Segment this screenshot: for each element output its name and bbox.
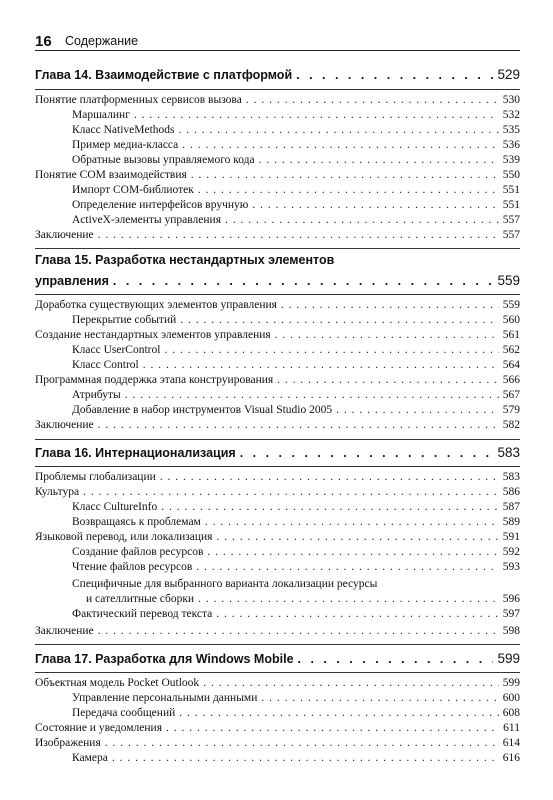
entry-page: 567 (502, 389, 520, 401)
dot-leader (161, 500, 498, 515)
toc-entry[interactable] (35, 108, 520, 123)
dot-leader (113, 272, 494, 290)
dot-leader (216, 607, 498, 622)
entry-page: 551 (502, 199, 520, 211)
entry-page: 561 (502, 329, 520, 341)
toc-entry[interactable] (35, 388, 520, 403)
dot-leader (298, 650, 494, 668)
chapter-title-line[interactable]: Глава 15. Разработка нестандартных элементов (35, 253, 335, 267)
entry-page: 557 (502, 214, 520, 226)
toc-entry[interactable] (35, 736, 520, 751)
chapter-page: 583 (497, 445, 520, 460)
page-header (35, 33, 520, 51)
dot-leader (261, 691, 498, 706)
entry-title: Понятие платформенных сервисов вызова (35, 94, 242, 106)
dot-leader (182, 138, 498, 153)
dot-leader (277, 373, 499, 388)
dot-leader (180, 313, 498, 328)
toc-entry[interactable] (35, 530, 520, 545)
entry-title: Класс CultureInfo (72, 501, 158, 513)
running-title: Содержание (65, 34, 139, 48)
dot-leader (143, 358, 499, 373)
dot-leader (164, 343, 498, 358)
entry-title: Фактический перевод текста (72, 608, 213, 620)
toc-entry[interactable] (35, 751, 520, 766)
entry-title: Заключение (35, 229, 94, 241)
chapter-separator (35, 466, 520, 467)
dot-leader (198, 592, 499, 607)
toc-entry[interactable] (35, 138, 520, 153)
chapter-title: Глава 14. Взаимодействие с платформой (35, 68, 293, 82)
toc-entry[interactable] (35, 721, 520, 736)
entry-title: Создание файлов ресурсов (72, 546, 204, 558)
toc-entry[interactable] (35, 343, 520, 358)
dot-leader (196, 560, 498, 575)
entry-title: Заключение (35, 419, 94, 431)
dot-leader (240, 444, 494, 462)
entry-page: 562 (502, 344, 520, 356)
dot-leader (160, 470, 499, 485)
chapter-heading[interactable] (35, 444, 520, 462)
toc-entry[interactable] (35, 706, 520, 721)
toc-entry[interactable] (35, 298, 520, 313)
toc-entry[interactable] (35, 418, 520, 433)
chapter-page: 559 (497, 273, 520, 288)
dot-leader (198, 183, 499, 198)
entry-title: Создание нестандартных элементов управления (35, 329, 271, 341)
chapter-separator (35, 644, 520, 645)
toc-entry[interactable] (35, 168, 520, 183)
toc-entry[interactable] (35, 607, 520, 622)
entry-title: Добавление в набор инструментов Visual Studio 2005 (72, 404, 333, 416)
chapter-heading[interactable] (35, 272, 520, 290)
entry-page: 616 (502, 752, 520, 764)
page-number: 16 (35, 33, 52, 50)
entry-page: 600 (502, 692, 520, 704)
toc-entry[interactable] (35, 485, 520, 500)
entry-page: 560 (502, 314, 520, 326)
dot-leader (216, 530, 498, 545)
toc-entry[interactable] (35, 403, 520, 418)
entry-title: Управление персональными данными (72, 692, 258, 704)
chapter-separator (35, 439, 520, 440)
entry-title: Чтение файлов ресурсов (72, 561, 193, 573)
entry-title: Импорт COM-библиотек (72, 184, 194, 196)
entry-page: 530 (502, 94, 520, 106)
entry-page: 557 (502, 229, 520, 241)
toc-entry[interactable] (35, 560, 520, 575)
header-rule (35, 50, 520, 51)
entry-title: и сателлитные сборки (86, 593, 195, 605)
dot-leader (98, 228, 499, 243)
toc-entry[interactable] (35, 691, 520, 706)
dot-leader (125, 388, 499, 403)
toc-entry[interactable] (35, 515, 520, 530)
chapter-separator (35, 672, 520, 673)
toc-entry[interactable] (35, 592, 520, 607)
dot-leader (275, 328, 499, 343)
entry-title: Определение интерфейсов вручную (72, 199, 249, 211)
toc-entry[interactable] (35, 93, 520, 108)
chapter-page: 529 (497, 67, 520, 82)
entry-page: 589 (502, 516, 520, 528)
entry-title: Маршалинг (72, 109, 130, 121)
entry-page: 566 (502, 374, 520, 386)
entry-page: 564 (502, 359, 520, 371)
entry-title: Класс Control (72, 359, 139, 371)
dot-leader (112, 751, 499, 766)
chapter-page: 599 (497, 651, 520, 666)
entry-page: 582 (502, 419, 520, 431)
entry-title: Программная поддержка этапа конструирования (35, 374, 274, 386)
dot-leader (98, 418, 499, 433)
entry-title: Изображения (35, 737, 101, 749)
entry-page: 586 (502, 486, 520, 498)
dot-leader (166, 721, 499, 736)
entry-title: Пример медиа-класса (72, 139, 179, 151)
entry-page: 599 (502, 677, 520, 689)
chapter-title: Глава 16. Интернационализация (35, 446, 236, 460)
chapter-title: Глава 17. Разработка для Windows Mobile (35, 652, 294, 666)
dot-leader (205, 515, 499, 530)
entry-page: 550 (502, 169, 520, 181)
entry-page: 597 (502, 608, 520, 620)
toc-entry[interactable] (35, 624, 520, 639)
entry-page: 539 (502, 154, 520, 166)
entry-title: Класс UserControl (72, 344, 161, 356)
dot-leader (98, 624, 499, 639)
dot-leader (252, 198, 498, 213)
dot-leader (259, 153, 499, 168)
dot-leader (203, 676, 499, 691)
toc-entry[interactable] (35, 153, 520, 168)
toc-entry[interactable] (35, 213, 520, 228)
entry-page: 587 (502, 501, 520, 513)
entry-page: 583 (502, 471, 520, 483)
entry-page: 559 (502, 299, 520, 311)
toc-entry-first-line[interactable]: Специфичные для выбранного варианта локализации ресурсы (72, 578, 378, 590)
entry-title: Передача сообщений (72, 707, 176, 719)
entry-title: Заключение (35, 625, 94, 637)
chapter-heading[interactable] (35, 650, 520, 668)
dot-leader (134, 108, 499, 123)
entry-title: ActiveX-элементы управления (72, 214, 222, 226)
toc-entry[interactable] (35, 373, 520, 388)
dot-leader (179, 706, 499, 721)
dot-leader (105, 736, 499, 751)
toc-entry[interactable] (35, 183, 520, 198)
dot-leader (336, 403, 499, 418)
toc-entry[interactable] (35, 545, 520, 560)
toc-entry[interactable] (35, 228, 520, 243)
entry-title: Атрибуты (72, 389, 121, 401)
entry-title: Класс NativeMethods (72, 124, 175, 136)
entry-title: Объектная модель Pocket Outlook (35, 677, 200, 689)
toc-entry[interactable] (35, 500, 520, 515)
entry-page: 593 (502, 561, 520, 573)
dot-leader (225, 213, 499, 228)
entry-title: Камера (72, 752, 108, 764)
entry-page: 551 (502, 184, 520, 196)
entry-title: Проблемы глобализации (35, 471, 156, 483)
dot-leader (83, 485, 499, 500)
entry-title: Состояние и уведомления (35, 722, 162, 734)
chapter-separator (35, 89, 520, 90)
entry-page: 614 (502, 737, 520, 749)
chapter-separator (35, 294, 520, 295)
dot-leader (191, 168, 499, 183)
entry-page: 532 (502, 109, 520, 121)
toc-entry[interactable] (35, 470, 520, 485)
toc-entry[interactable] (35, 676, 520, 691)
entry-title: Понятие COM взаимодействия (35, 169, 187, 181)
toc-entry[interactable] (35, 198, 520, 213)
dot-leader (281, 298, 499, 313)
entry-title: Культура (35, 486, 80, 498)
entry-title: Обратные вызовы управляемого кода (72, 154, 255, 166)
entry-page: 598 (502, 625, 520, 637)
chapter-heading[interactable] (35, 66, 520, 84)
entry-page: 536 (502, 139, 520, 151)
entry-page: 608 (502, 707, 520, 719)
entry-page: 579 (502, 404, 520, 416)
entry-page: 591 (502, 531, 520, 543)
entry-page: 596 (502, 593, 520, 605)
entry-page: 611 (503, 722, 520, 734)
entry-title: Доработка существующих элементов управления (35, 299, 277, 311)
chapter-title: управления (35, 274, 109, 288)
entry-page: 592 (502, 546, 520, 558)
entry-title: Перекрытие событий (72, 314, 177, 326)
dot-leader (179, 123, 499, 138)
toc-entry[interactable] (35, 328, 520, 343)
entry-title: Языковой перевод, или локализация (35, 531, 213, 543)
chapter-separator (35, 248, 520, 249)
toc-entry[interactable] (35, 123, 520, 138)
entry-title: Возвращаясь к проблемам (72, 516, 201, 528)
dot-leader (207, 545, 498, 560)
toc-entry[interactable] (35, 313, 520, 328)
dot-leader (296, 66, 493, 84)
entry-page: 535 (502, 124, 520, 136)
toc-entry[interactable] (35, 358, 520, 373)
dot-leader (246, 93, 499, 108)
